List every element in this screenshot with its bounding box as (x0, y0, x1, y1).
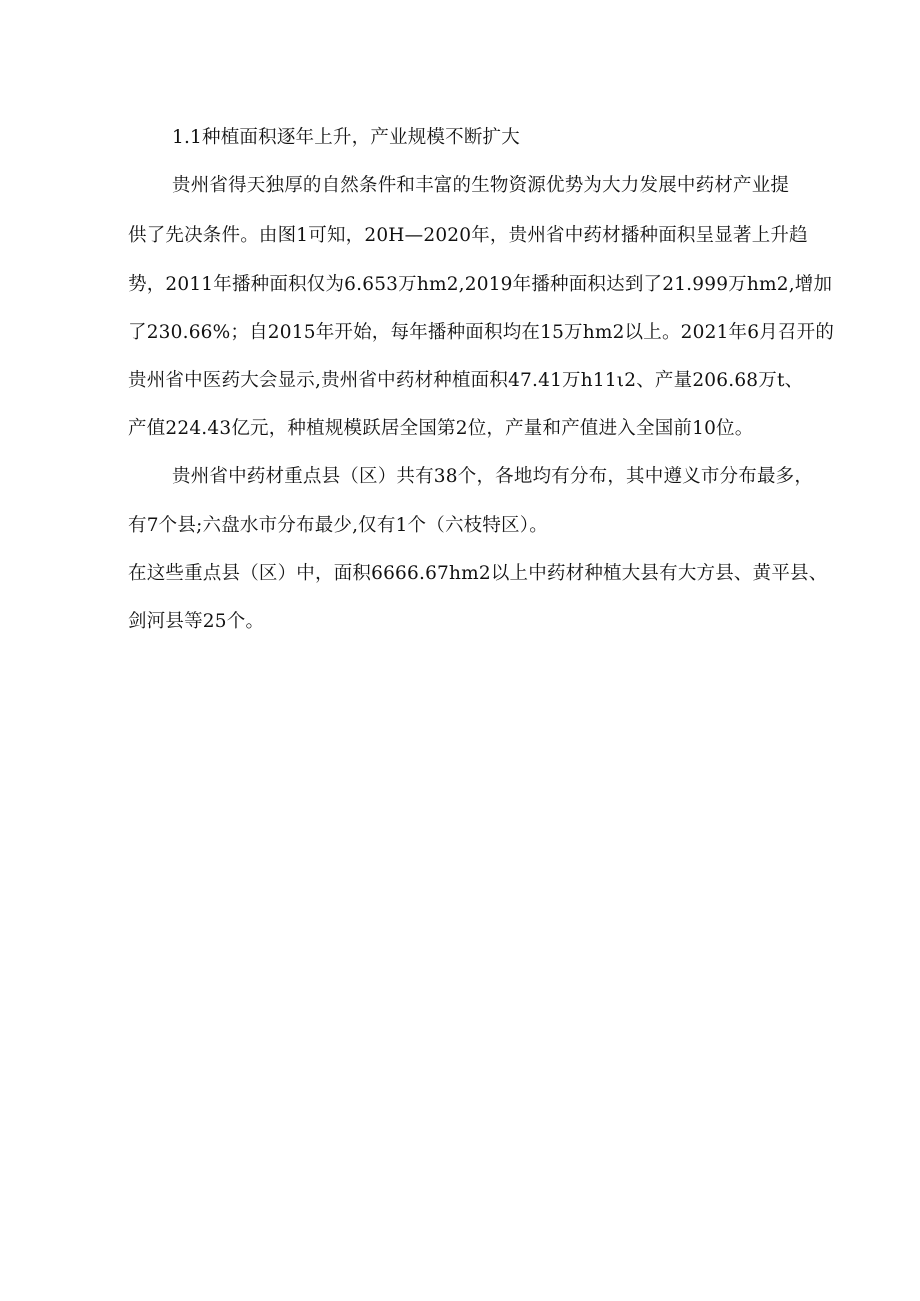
paragraph-line: 了230.66%；自2015年开始，每年播种面积均在15万hm2以上。2021年6月召开的 (128, 322, 835, 343)
paragraph-line: 产值224.43亿元，种植规模跃居全国第2位，产量和产值进入全国前10位。 (128, 418, 754, 439)
paragraph-line: 势，2011年播种面积仅为6.653万hm2,2019年播种面积达到了21.999万hm2,增加 (128, 274, 833, 295)
paragraph-line: 有7个县;六盘水市分布最少,仅有1个（六枝特区）。 (128, 515, 548, 536)
paragraph-line: 供了先决条件。由图1可知，20H—2020年，贵州省中药材播种面积呈显著上升趋 (128, 225, 808, 246)
paragraph-line: 贵州省中医药大会显示,贵州省中药材种植面积47.41万h11ι2、产量206.68万t、 (128, 370, 804, 391)
section-heading: 1.1种植面积逐年上升，产业规模不断扩大 (172, 127, 520, 148)
paragraph-line: 在这些重点县（区）中，面积6666.67hm2以上中药材种植大县有大方县、黄平县、 (128, 563, 828, 584)
paragraph-line: 剑河县等25个。 (128, 611, 265, 632)
paragraph-line: 贵州省中药材重点县（区）共有38个，各地均有分布，其中遵义市分布最多， (172, 466, 814, 487)
paragraph-line: 贵州省得天独厚的自然条件和丰富的生物资源优势为大力发展中药材产业提 (172, 175, 790, 196)
